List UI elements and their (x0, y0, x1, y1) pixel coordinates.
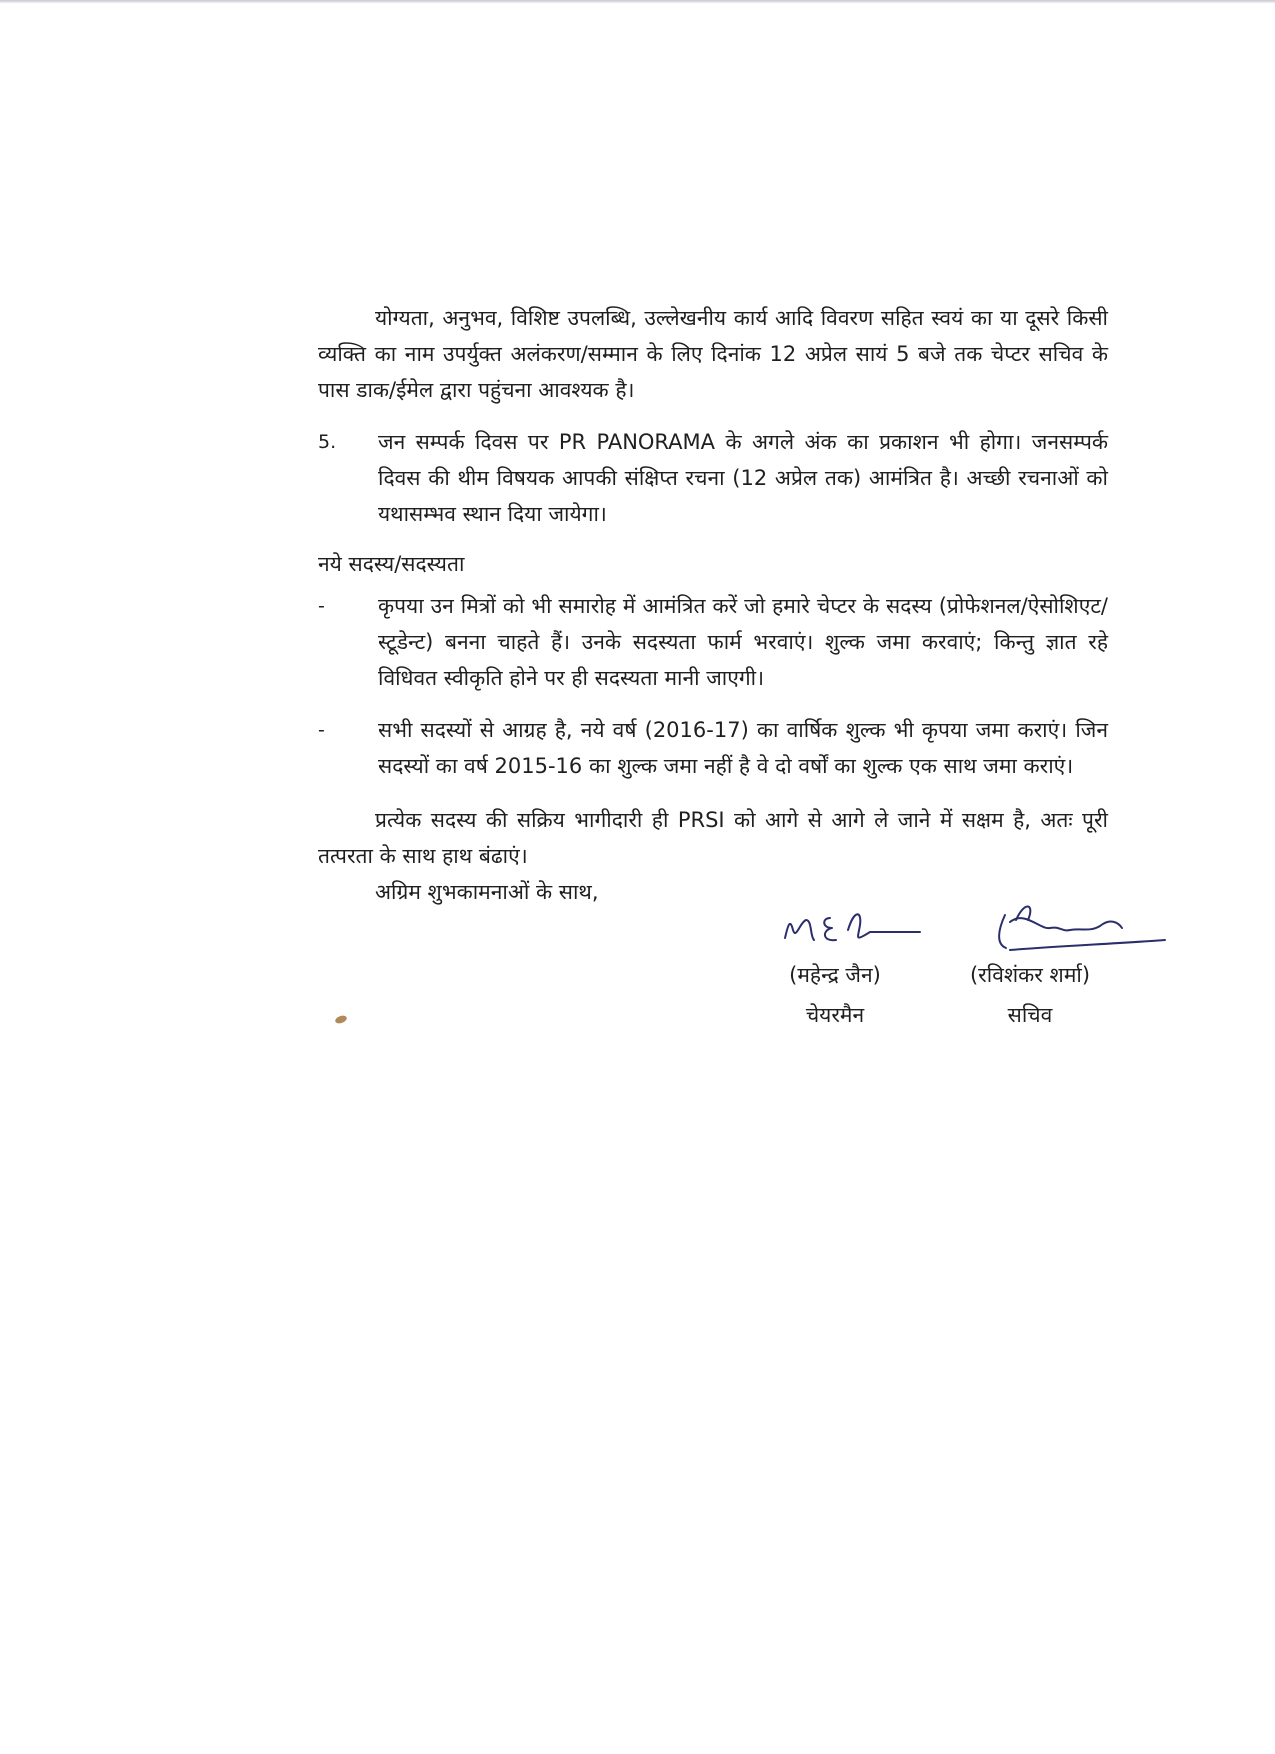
bullet-marker: - (318, 595, 325, 617)
signatures-image (450, 870, 1170, 960)
bullet-text: कृपया उन मित्रों को भी समारोह में आमंत्रित करें जो हमारे चेप्टर के सदस्य (प्रोफेशनल/ऐसोशिएट/स्टूडेन्ट) बनना चाहते हैं। उनके सदस्यता फार्म भरवाएं। शुल्क जमा करवाएं; किन्तु ज्ञात रहे विधिवत स्वीकृति होने पर ही सदस्यता मानी जाएगी। (378, 594, 1108, 690)
bullet-item (318, 588, 1108, 696)
signatory-secretary (945, 955, 1115, 1035)
signatory-name: (महेन्द्र जैन) (789, 963, 881, 987)
item-number: 5. (318, 431, 337, 453)
letter-body (318, 300, 1108, 914)
signatory-chairman (770, 955, 900, 1035)
ink-spot (334, 1014, 348, 1025)
scan-top-edge (0, 0, 1275, 3)
signatory-title: चेयरमैन (805, 1003, 865, 1027)
numbered-item-5 (318, 424, 1108, 532)
closing-line: अग्रिम शुभकामनाओं के साथ, (375, 880, 599, 904)
participation-paragraph: प्रत्येक सदस्य की सक्रिय भागीदारी ही PRSI को आगे से आगे ले जाने में सक्षम है, अतः पूरी तत्परता के साथ हाथ बंढाएं। (318, 808, 1108, 868)
signatory-name: (रविशंकर शर्मा) (969, 963, 1091, 987)
bullet-text: सभी सदस्यों से आग्रह है, नये वर्ष (2016-17) का वार्षिक शुल्क भी कृपया जमा कराएं। जिन सदस्यों का वर्ष 2015-16 का शुल्क जमा नहीं है वे दो वर्षों का शुल्क एक साथ जमा कराएं। (378, 718, 1108, 778)
bullet-marker: - (318, 719, 325, 741)
item-text: जन सम्पर्क दिवस पर PR PANORAMA के अगले अंक का प्रकाशन भी होगा। जनसम्पर्क दिवस की थीम विषयक आपकी संक्षिप्त रचना (12 अप्रेल तक) आमंत्रित है। अच्छी रचनाओं को यथासम्भव स्थान दिया जायेगा। (378, 430, 1108, 526)
signatory-title: सचिव (1007, 1003, 1053, 1027)
membership-heading: नये सदस्य/सदस्यता (318, 552, 465, 576)
bullet-item (318, 712, 1108, 784)
nomination-paragraph: योग्यता, अनुभव, विशिष्ट उपलब्धि, उल्लेखनीय कार्य आदि विवरण सहित स्वयं का या दूसरे किसी व्यक्ति का नाम उपर्युक्त अलंकरण/सम्मान के लिए दिनांक 12 अप्रेल सायं 5 बजे तक चेप्टर सचिव के पास डाक/ईमेल द्वारा पहुंचना आवश्यक है। (318, 306, 1108, 402)
